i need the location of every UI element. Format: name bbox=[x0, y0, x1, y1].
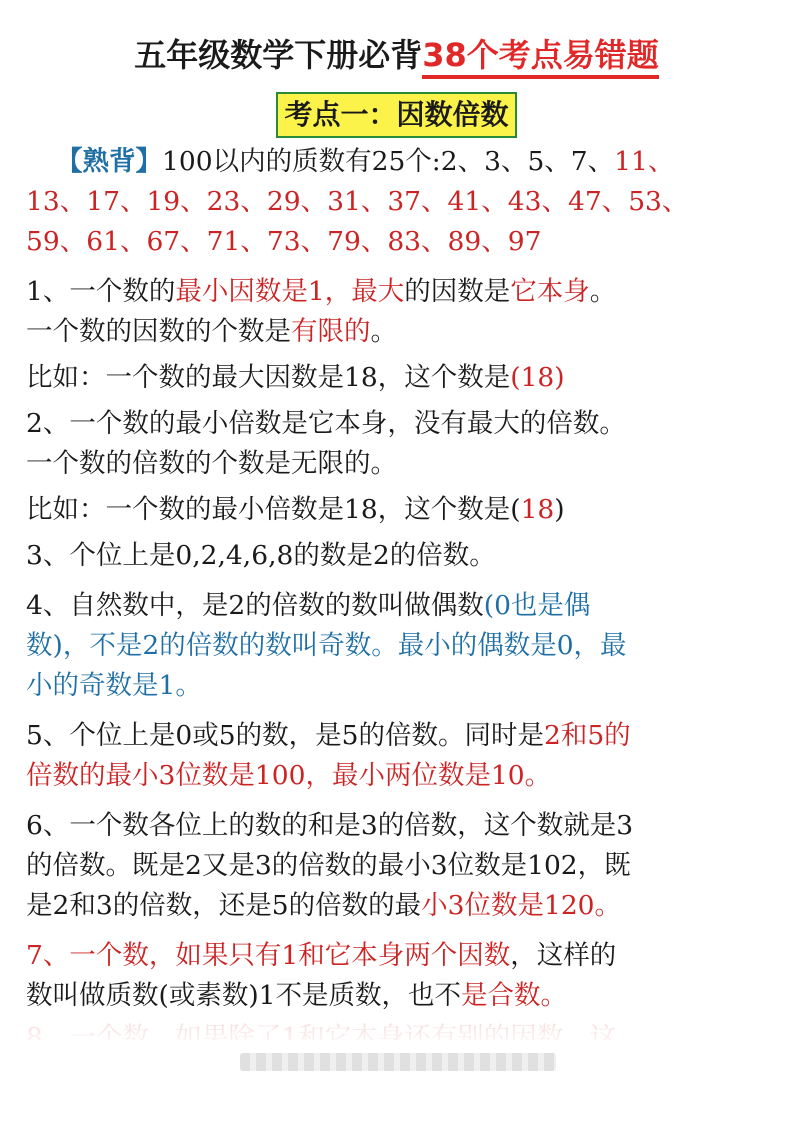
example-2 bbox=[26, 490, 766, 530]
item-7-red-a: 7、一个数，如果只有1和它本身两个因数 bbox=[26, 940, 511, 971]
title-red-part: 38个考点易错题 bbox=[422, 36, 659, 79]
item-6-red-3b: 小3位数是120。 bbox=[421, 890, 622, 921]
item-4-line-2: 数)，不是2的倍数的数叫奇数。最小的偶数是0，最 bbox=[26, 630, 627, 661]
item-6-line-1: 6、一个数各位上的数的和是3的倍数，这个数就是3 bbox=[26, 810, 634, 841]
item-2-line-2: 一个数的倍数的个数是无限的。 bbox=[26, 448, 397, 479]
primes-line-2: 13、17、19、23、29、31、37、41、43、47、53、 bbox=[26, 186, 689, 217]
section-heading: 考点一：因数倍数 bbox=[276, 92, 516, 138]
bottom-fade-overlay bbox=[0, 1020, 793, 1122]
item-4-line-1 bbox=[26, 586, 766, 626]
primes-block bbox=[26, 142, 766, 262]
item-5 bbox=[26, 716, 766, 796]
item-1-red-g: 有限的 bbox=[291, 316, 371, 347]
page-title bbox=[0, 32, 793, 78]
item-1-text-h: 。 bbox=[370, 316, 397, 347]
item-6-text-3a: 是2和3的倍数，还是5的倍数的最 bbox=[26, 890, 422, 921]
item-5-text-a: 5、个位上是0或5的数，是5的倍数。同时是 bbox=[26, 720, 544, 751]
item-1-text-a: 1、一个数的 bbox=[26, 276, 176, 307]
title-black-part: 五年级数学下册必背 bbox=[134, 36, 423, 74]
item-6 bbox=[26, 806, 766, 926]
item-7-text-2a: 数叫做质数(或素数)1不是质数，也不 bbox=[26, 980, 462, 1011]
example-2-text: 比如：一个数的最小倍数是18，这个数是( bbox=[26, 494, 521, 525]
item-6-line-3 bbox=[26, 886, 766, 926]
item-2 bbox=[26, 404, 766, 484]
item-1-line-1 bbox=[26, 272, 766, 312]
item-1-red-b: 最小因数是1，最大 bbox=[175, 276, 405, 307]
item-7 bbox=[26, 936, 766, 1016]
example-1-answer: (18) bbox=[510, 362, 565, 393]
item-7-line-1 bbox=[26, 936, 766, 976]
document-content bbox=[26, 142, 766, 1016]
item-3: 3、个位上是0,2,4,6,8的数是2的倍数。 bbox=[26, 540, 496, 571]
example-1-text: 比如：一个数的最大因数是18，这个数是 bbox=[26, 362, 511, 393]
primes-line-1 bbox=[26, 142, 766, 182]
item-1-line-2 bbox=[26, 312, 766, 352]
primes-line-3: 59、61、67、71、73、79、83、89、97 bbox=[26, 226, 542, 257]
item-6-line-2: 的倍数。既是2又是3的倍数的最小3位数是102，既 bbox=[26, 850, 631, 881]
item-7-text-b: ，这样的 bbox=[510, 940, 617, 971]
item-1-text-c: 的因数是 bbox=[404, 276, 511, 307]
item-4 bbox=[26, 586, 766, 706]
example-2-close: ) bbox=[554, 494, 565, 525]
primes-line1-red: 11、 bbox=[614, 146, 675, 177]
primes-intro: 100以内的质数有25个:2、3、5、7、 bbox=[162, 146, 615, 177]
item-5-line-2: 倍数的最小3位数是100，最小两位数是10。 bbox=[26, 760, 552, 791]
item-5-line-1 bbox=[26, 716, 766, 756]
item-1 bbox=[26, 272, 766, 352]
section-heading-wrap bbox=[0, 92, 793, 138]
item-2-line-1: 2、一个数的最小倍数是它本身，没有最大的倍数。 bbox=[26, 408, 626, 439]
item-1-text-f: 一个数的因数的个数是 bbox=[26, 316, 291, 347]
item-7-line-2 bbox=[26, 976, 766, 1016]
item-4-blue-b: (0也是偶 bbox=[483, 590, 591, 621]
item-1-text-e: 。 bbox=[589, 276, 617, 307]
item-7-red-2b: 是合数。 bbox=[461, 980, 568, 1011]
item-4-text-a: 4、自然数中，是2的倍数的数叫做偶数 bbox=[26, 590, 484, 621]
example-1 bbox=[26, 358, 766, 398]
example-2-answer: 18 bbox=[520, 494, 555, 525]
item-1-red-d: 它本身 bbox=[510, 276, 590, 307]
item-5-red-b: 2和5的 bbox=[543, 720, 631, 751]
memorize-tag: 【熟背】 bbox=[56, 146, 162, 177]
blurred-watermark bbox=[240, 1053, 556, 1071]
item-4-line-3: 小的奇数是1。 bbox=[26, 670, 202, 701]
